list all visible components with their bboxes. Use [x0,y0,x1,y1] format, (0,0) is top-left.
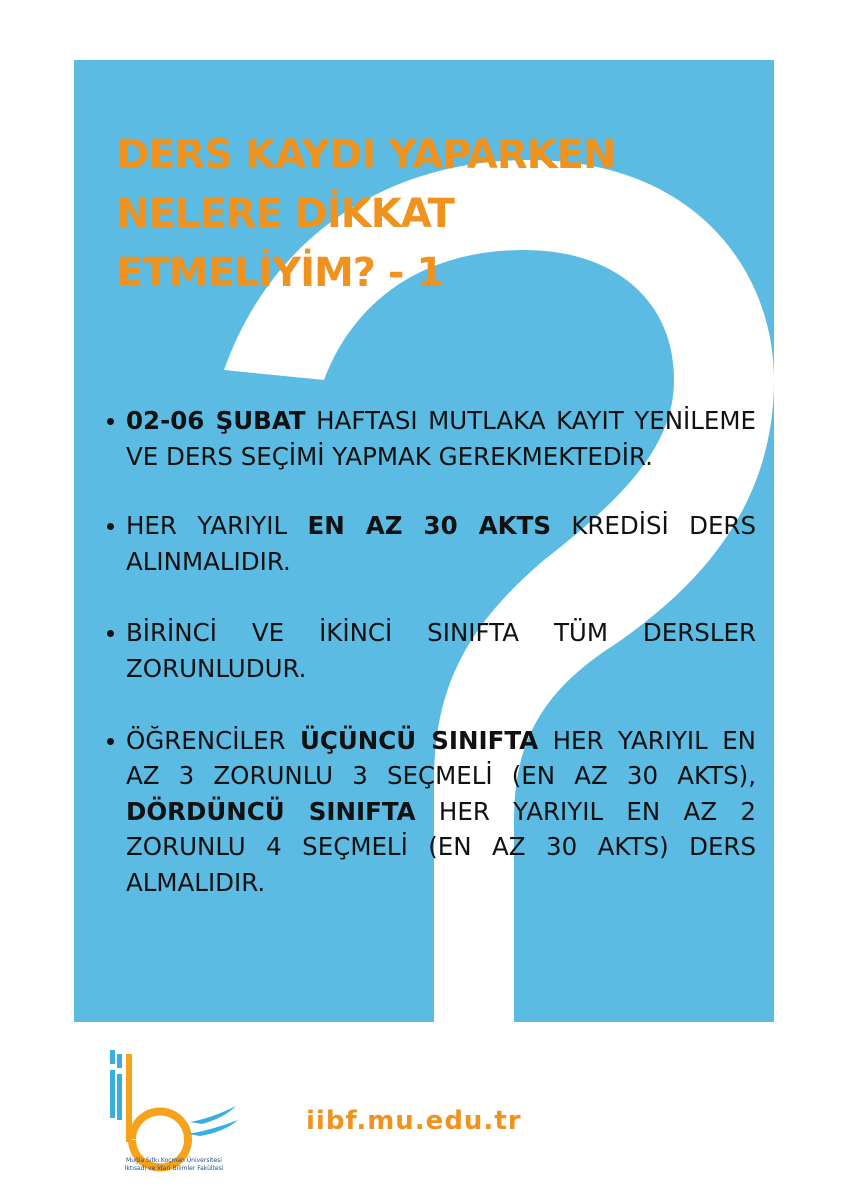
list-item [104,508,756,579]
bullet-bold: ÜÇÜNCÜ SINIFTA [299,725,539,755]
title-line-3: ETMELİYİM? - 1 [116,250,444,296]
logo-caption-line-1: Muğla Sıtkı Koçman Üniversitesi [126,1157,222,1164]
bullet-text: HER YARIYIL EN AZ 3 ZORUNLU 3 SEÇMELİ (EN AZ 30 AKTS), [126,725,757,791]
bullet-text: ÖĞRENCİLER [126,725,300,755]
website-link[interactable]: iibf.mu.edu.tr [306,1106,522,1136]
logo-caption [104,1157,244,1173]
list-item [104,403,756,474]
bullet-bold: 02-06 ŞUBAT [126,406,306,435]
bullet-text: HER YARIYIL EN AZ 2 ZORUNLU 4 SEÇMELİ (EN AZ 30 AKTS) DERS ALMALIDIR. [126,796,757,897]
bullet-text: BİRİNCİ VE İKİNCİ SINIFTA TÜM DERSLER ZORUNLUDUR. [126,618,756,683]
bullet-bold: DÖRDÜNCÜ SINIFTA [126,796,416,826]
page-title [116,126,756,303]
poster-panel [74,60,774,1022]
bullet-text: HER YARIYIL [126,511,308,541]
bullet-text: HAFTASI MUTLAKA KAYIT YENİLEME VE DERS SEÇİMİ YAPMAK GEREKMEKTEDİR. [126,406,756,471]
list-item [104,723,756,901]
title-line-2: NELERE DİKKAT [116,191,454,237]
bullet-text: KREDİSİ DERS ALINMALIDIR. [126,511,757,576]
rules-list [104,403,756,901]
title-line-1: DERS KAYDI YAPARKEN [116,132,616,178]
logo-caption-line-2: İktisadi ve İdari Bilimler Fakültesi [124,1165,224,1172]
bullet-bold: EN AZ 30 AKTS [307,511,552,541]
list-item [104,615,756,686]
